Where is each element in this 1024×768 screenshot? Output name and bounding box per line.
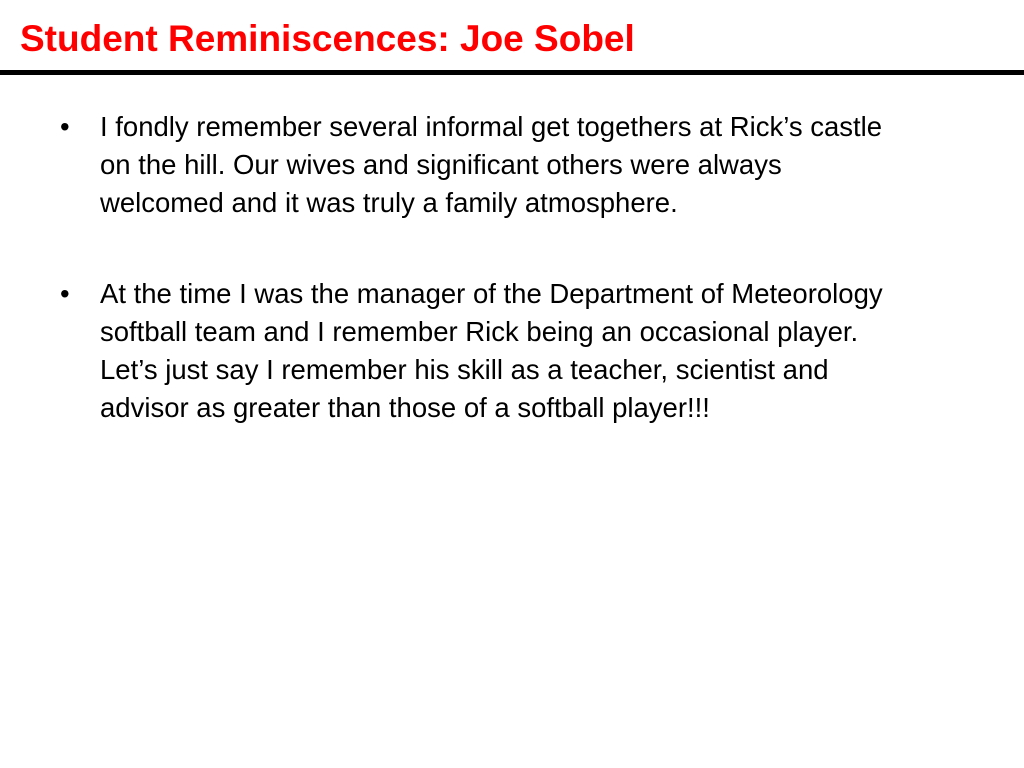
bullet-icon: • <box>60 111 70 142</box>
bullet-text: At the time I was the manager of the Department of Meteorology softball team and I remember Rick being an occasional player. Let’s just say I remember his skill as a teacher, scientist and advisor as greater than those of a softball player!!! <box>100 278 883 423</box>
bullet-list <box>0 108 1024 480</box>
title-divider <box>0 70 1024 75</box>
bullet-item <box>0 108 910 222</box>
slide-title: Student Reminiscences: Joe Sobel <box>20 18 635 59</box>
bullet-icon: • <box>60 278 70 309</box>
bullet-item <box>0 275 910 427</box>
bullet-text: I fondly remember several informal get togethers at Rick’s castle on the hill. Our wives and significant others were always welcomed and it was truly a family atmosphere. <box>100 111 883 218</box>
